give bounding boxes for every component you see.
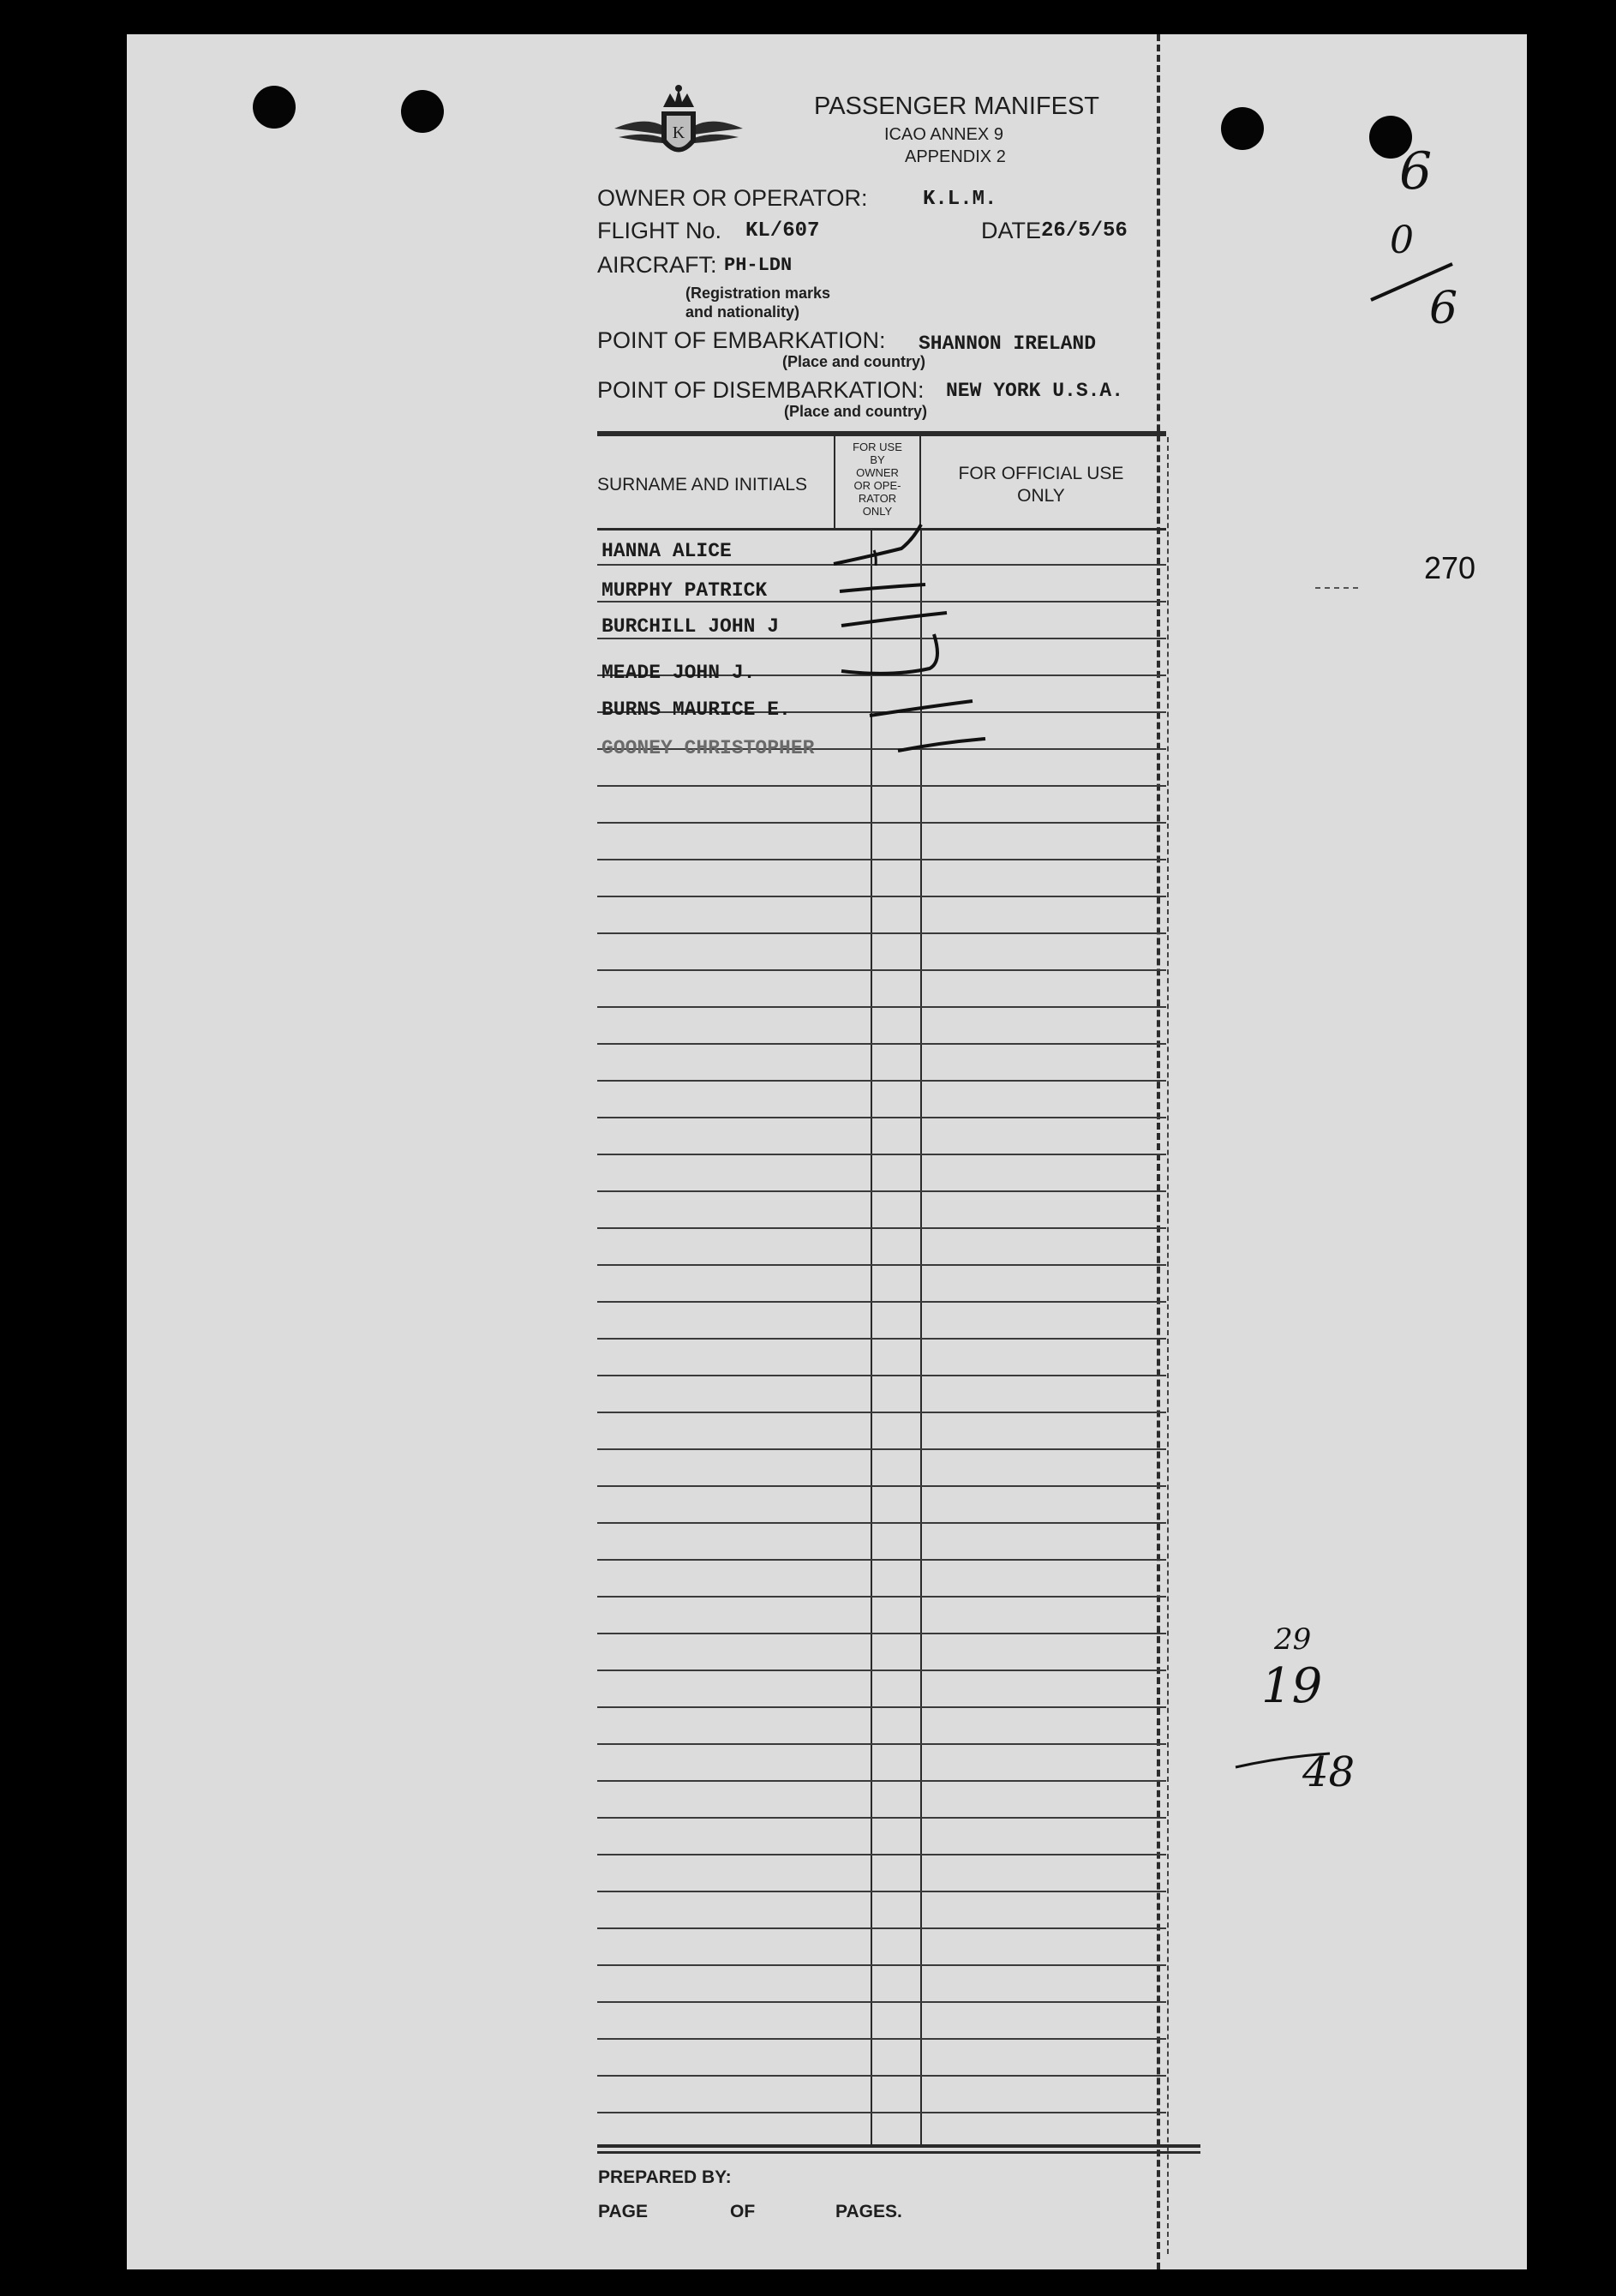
- row-rule: [597, 1964, 1166, 1966]
- aircraft-label: AIRCRAFT:: [597, 252, 717, 278]
- disembarkation-note: (Place and country): [784, 403, 928, 420]
- row-rule: [597, 969, 1166, 971]
- row-rule: [597, 1706, 1166, 1708]
- disembarkation-value: NEW YORK U.S.A.: [946, 380, 1124, 402]
- handwritten-tally: 48: [1302, 1748, 1356, 1796]
- row-rule: [597, 822, 1166, 824]
- owner-value: K.L.M.: [923, 188, 997, 211]
- row-rule: [597, 1117, 1166, 1118]
- column-header-owner: FOR USE BY OWNER OR OPE- RATOR ONLY: [853, 441, 902, 518]
- stamp-number: 270: [1424, 550, 1476, 585]
- row-rule: [597, 1559, 1166, 1561]
- embarkation-value: SHANNON IRELAND: [919, 333, 1097, 355]
- row-rule: [597, 1154, 1166, 1155]
- row-rule: [597, 2075, 1166, 2077]
- table-bottom-rule: [597, 2151, 1200, 2154]
- row-rule: [597, 1780, 1166, 1782]
- row-rule: [597, 1854, 1166, 1855]
- row-rule: [597, 1301, 1166, 1303]
- row-rule: [597, 1485, 1166, 1487]
- date-label: DATE: [981, 218, 1042, 243]
- row-rule: [597, 1522, 1166, 1524]
- row-rule: [597, 1264, 1166, 1266]
- row-rule: [597, 2038, 1166, 2040]
- handwritten-number: 6: [1429, 283, 1458, 334]
- flight-value: KL/607: [745, 219, 820, 243]
- row-rule: [597, 785, 1166, 787]
- handwritten-tally: 29: [1274, 1622, 1312, 1657]
- table-top-rule: [597, 431, 1166, 436]
- row-rule: [597, 2001, 1166, 2003]
- row-rule: [597, 1596, 1166, 1598]
- passenger-name: MURPHY PATRICK: [602, 579, 768, 602]
- column-header-surname: SURNAME AND INITIALS: [597, 475, 808, 495]
- margin-mark: [1315, 587, 1358, 590]
- pages-label: PAGES.: [835, 2202, 902, 2221]
- row-rule: [597, 1190, 1166, 1192]
- registration-note: (Registration marks: [685, 285, 831, 302]
- row-rule: [597, 1375, 1166, 1376]
- perforation-line: [1157, 34, 1160, 2269]
- passenger-name: GOONEY CHRISTOPHER: [602, 737, 815, 759]
- row-rule: [597, 896, 1166, 897]
- check-marks: [823, 514, 994, 771]
- handwritten-number: 0: [1390, 219, 1414, 262]
- of-label: OF: [730, 2202, 756, 2221]
- row-rule: [597, 1448, 1166, 1450]
- passenger-name: HANNA ALICE: [602, 540, 732, 562]
- owner-label: OWNER OR OPERATOR:: [597, 185, 868, 211]
- embarkation-label: POINT OF EMBARKATION:: [597, 327, 886, 353]
- row-rule: [597, 932, 1166, 934]
- row-rule: [597, 1006, 1166, 1008]
- row-rule: [597, 1633, 1166, 1634]
- manifest-title: PASSENGER MANIFEST: [814, 93, 1100, 120]
- row-rule: [597, 1891, 1166, 1892]
- row-rule: [597, 1227, 1166, 1229]
- date-value: 26/5/56: [1041, 219, 1128, 243]
- aircraft-value: PH-LDN: [724, 255, 793, 276]
- row-rule: [597, 1743, 1166, 1745]
- flight-label: FLIGHT No.: [597, 218, 722, 243]
- passenger-name: BURNS MAURICE E.: [602, 698, 791, 721]
- table-bottom-rule: [597, 2144, 1200, 2148]
- handwritten-tally: 19: [1261, 1658, 1323, 1714]
- row-rule: [597, 1338, 1166, 1340]
- row-rule: [597, 1670, 1166, 1671]
- passenger-name: BURCHILL JOHN J: [602, 615, 780, 638]
- embarkation-note: (Place and country): [782, 353, 926, 370]
- row-rule: [597, 1412, 1166, 1413]
- passenger-name: MEADE JOHN J.: [602, 662, 756, 684]
- punch-hole: [401, 90, 444, 133]
- svg-text:K: K: [672, 123, 685, 142]
- row-rule: [597, 1817, 1166, 1819]
- page-label: PAGE: [598, 2202, 648, 2221]
- punch-hole: [253, 86, 296, 129]
- handwritten-number: 6: [1399, 141, 1433, 201]
- row-rule: [597, 1080, 1166, 1082]
- registration-note: and nationality): [685, 303, 800, 321]
- annex-label: ICAO ANNEX 9: [884, 125, 1003, 144]
- row-rule: [597, 1043, 1166, 1045]
- appendix-label: APPENDIX 2: [905, 147, 1006, 166]
- perforation-line: [1167, 437, 1169, 2254]
- row-rule: [597, 2112, 1166, 2113]
- klm-crest-logo: [610, 81, 747, 167]
- row-rule: [597, 1927, 1166, 1929]
- column-header-official: FOR OFFICIAL USE ONLY: [958, 464, 1124, 506]
- prepared-by-label: PREPARED BY:: [598, 2167, 732, 2187]
- row-rule: [597, 859, 1166, 860]
- disembarkation-label: POINT OF DISEMBARKATION:: [597, 377, 925, 403]
- punch-hole: [1221, 107, 1264, 150]
